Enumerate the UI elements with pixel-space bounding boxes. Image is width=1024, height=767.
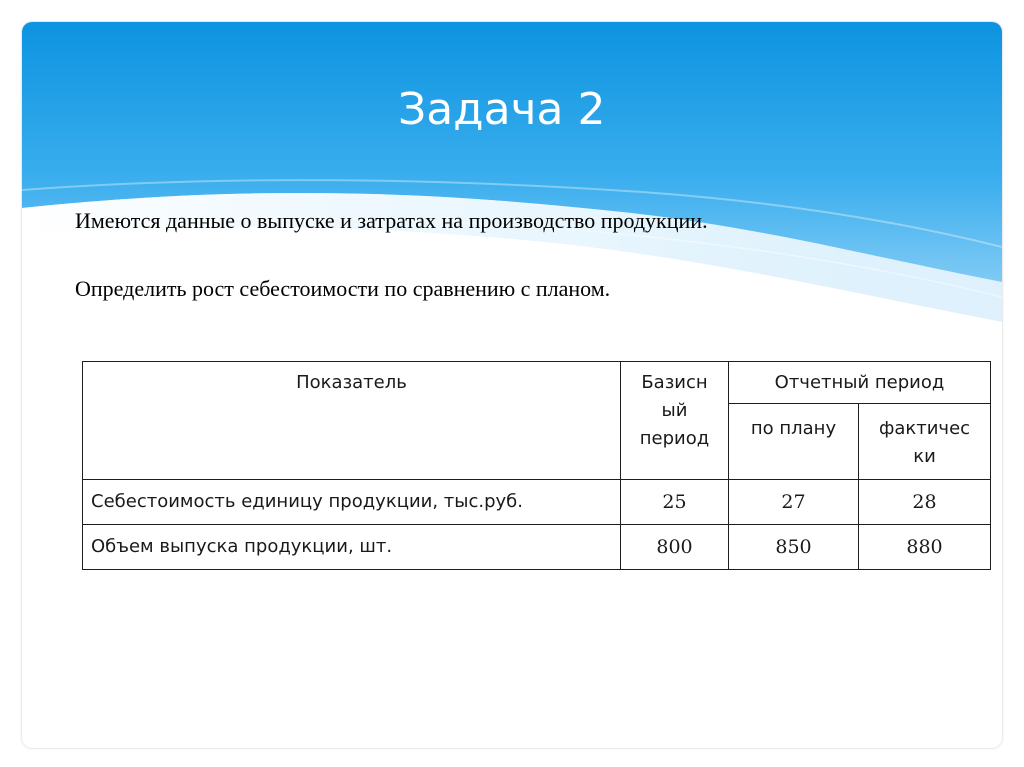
- header-fact: [859, 404, 991, 480]
- header-reporting-period: [729, 362, 991, 404]
- header-base-line3: период: [639, 428, 710, 449]
- cell-base: 800: [621, 525, 729, 570]
- header-plan: [729, 404, 859, 480]
- header-fact-line2: ки: [913, 446, 936, 467]
- header-indicator: [83, 362, 621, 480]
- table-header-row: [83, 362, 991, 404]
- cell-base: 25: [621, 480, 729, 525]
- task-text: Определить рост себестоимости по сравнению с планом.: [75, 276, 611, 301]
- row-label: Себестоимость единицу продукции, тыс.руб.: [83, 480, 621, 525]
- table-row: [83, 480, 991, 525]
- cell-plan: 850: [729, 525, 859, 570]
- header-base-line2: ый: [661, 400, 688, 421]
- intro-text: Имеются данные о выпуске и затратах на производство продукции.: [75, 208, 708, 233]
- table-row: [83, 525, 991, 570]
- header-indicator-label: Показатель: [296, 372, 407, 393]
- cell-plan: 27: [729, 480, 859, 525]
- header-plan-label: по плану: [750, 418, 837, 439]
- cell-fact: 880: [859, 525, 991, 570]
- header-fact-line1: фактичес: [878, 418, 971, 439]
- cell-fact: 28: [859, 480, 991, 525]
- header-base-period: [621, 362, 729, 480]
- slide: [22, 22, 1002, 748]
- header-reporting-label: Отчетный период: [774, 372, 945, 393]
- header-base-line1: Базисн: [641, 372, 708, 393]
- data-table: [82, 361, 991, 570]
- row-label: Объем выпуска продукции, шт.: [83, 525, 621, 570]
- slide-title: Задача 2: [398, 84, 606, 135]
